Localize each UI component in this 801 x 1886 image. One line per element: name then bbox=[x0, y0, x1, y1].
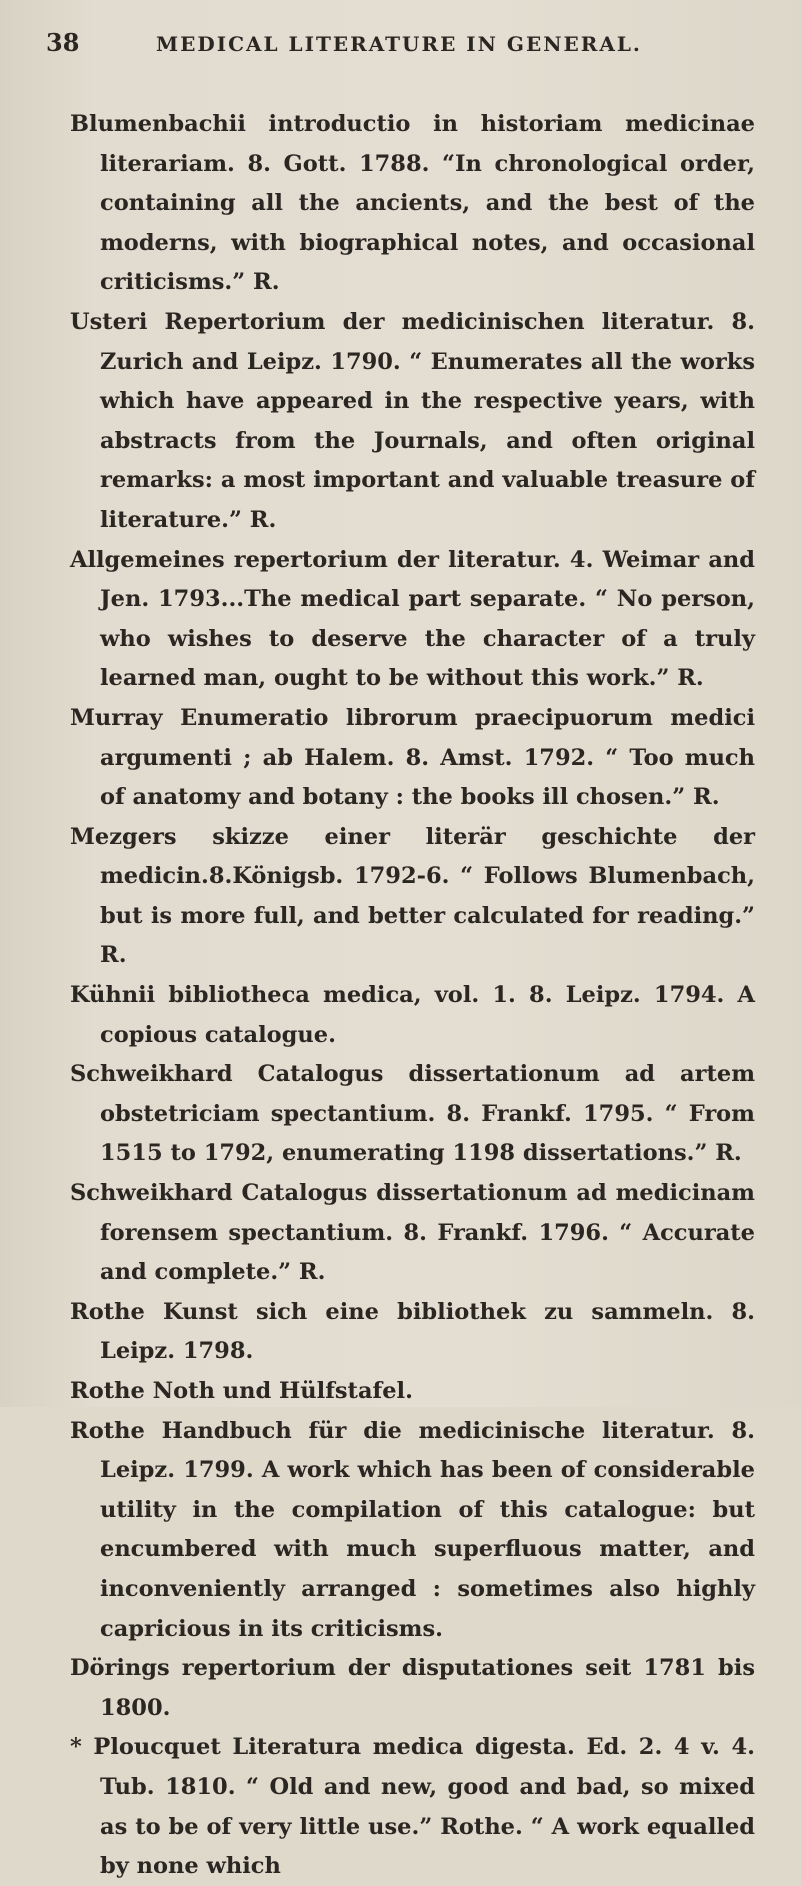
bibliography-entry: Rothe Handbuch für die medicinische literatur. 8. Leipz. 1799. A work which has been of considerable utility in the compilation of this catalogue: but encumbered with much superfluous matter, and inconveniently arranged : sometimes also highly capricious in its criticisms. bbox=[70, 1417, 755, 1642]
bibliography-entry: Schweikhard Catalogus dissertationum ad artem obstetriciam spectantium. 8. Frankf. 1795. “ From 1515 to 1792, enumerating 1198 dissertations.” R. bbox=[70, 1061, 755, 1167]
bibliography-entry: Blumenbachii introductio in historiam medicinae literariam. 8. Gott. 1788. “In chronological order, containing all the ancients, and the best of the moderns, with biographical notes, and occasional criticisms.” R. bbox=[70, 111, 755, 296]
bibliography-entry: Kühnii bibliotheca medica, vol. 1. 8. Leipz. 1794. A copious catalogue. bbox=[70, 982, 755, 1048]
bibliography-entry: Murray Enumeratio librorum praecipuorum medici argumenti ; ab Halem. 8. Amst. 1792. “ Too much of anatomy and botany : the books ill chosen.” R. bbox=[70, 704, 755, 811]
bibliography-entry: * Ploucquet Literatura medica digesta. Ed. 2. 4 v. 4. Tub. 1810. “ Old and new, good and bad, so mixed as to be of very little use.” Rothe. “ A work equalled by none which bbox=[70, 1734, 755, 1880]
bibliography-entry: Rothe Kunst sich eine bibliothek zu sammeln. 8. Leipz. 1798. bbox=[70, 1298, 755, 1365]
bibliography-entries bbox=[70, 104, 755, 1886]
bibliography-entry: Dörings repertorium der disputationes seit 1781 bis 1800. bbox=[70, 1655, 755, 1721]
bibliography-entry: Usteri Repertorium der medicinischen literatur. 8. Zurich and Leipz. 1790. “ Enumerates all the works which have appeared in the respective years, with abstracts from the Journals, and often original remarks: a most important and valuable treasure of literature.” R. bbox=[70, 308, 755, 533]
bibliography-entry: Mezgers skizze einer literär geschichte der medicin.8.Königsb. 1792-6. “ Follows Blumenbach, but is more full, and better calculated for reading.” R. bbox=[70, 823, 755, 969]
running-title: MEDICAL LITERATURE IN GENERAL. bbox=[156, 32, 642, 56]
bibliography-entry: Schweikhard Catalogus dissertationum ad medicinam forensem spectantium. 8. Frankf. 1796. “ Accurate and complete.” R. bbox=[70, 1180, 755, 1286]
bibliography-entry: Rothe Noth und Hülfstafel. bbox=[70, 1378, 413, 1404]
bibliography-entry: Allgemeines repertorium der literatur. 4. Weimar and Jen. 1793...The medical part separate. “ No person, who wishes to deserve the character of a truly learned man, ought to be without this work.” R. bbox=[70, 546, 755, 692]
page-header bbox=[46, 28, 755, 78]
page-number: 38 bbox=[46, 28, 80, 57]
